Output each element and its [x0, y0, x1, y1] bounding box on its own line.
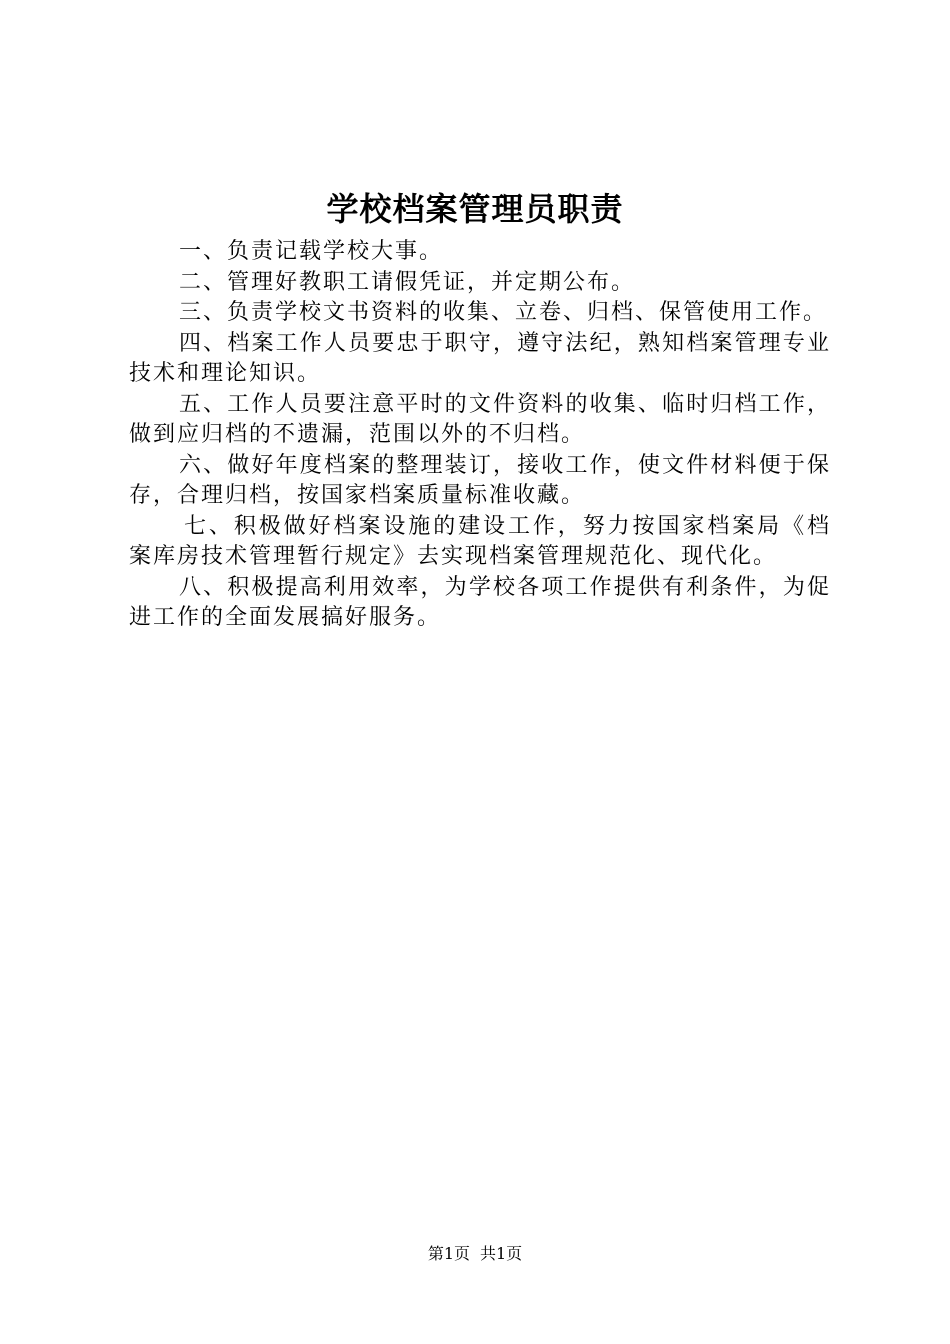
page-footer [0, 1242, 950, 1266]
duty-item-2: 二、管理好教职工请假凭证，并定期公布。 [179, 269, 636, 295]
duty-item-8: 八、积极提高利用效率，为学校各项工作提供有利条件，为促进工作的全面发展搞好服务。 [129, 574, 831, 630]
duty-item-1: 一、负责记载学校大事。 [179, 239, 444, 264]
document-body [129, 237, 831, 634]
duty-item-3: 三、负责学校文书资料的收集、立卷、归档、保管使用工作。 [179, 300, 828, 325]
duty-item-7: 七、积极做好档案设施的建设工作，努力按国家档案局《档案库房技术管理暂行规定》去实现档案管理规范化、现代化。 [129, 513, 831, 569]
document-title: 学校档案管理员职责 [326, 190, 624, 228]
duty-item-5: 五、工作人员要注意平时的文件资料的收集、临时归档工作，做到应归档的不遗漏，范围以外的不归档。 [129, 391, 831, 447]
duty-item-6: 六、做好年度档案的整理装订，接收工作，使文件材料便于保存，合理归档，按国家档案质量标准收藏。 [129, 452, 831, 508]
page-number: 第1页 [427, 1244, 470, 1263]
page-total: 共1页 [480, 1244, 523, 1263]
duty-item-4: 四、档案工作人员要忠于职守，遵守法纪，熟知档案管理专业技术和理论知识。 [129, 330, 831, 386]
